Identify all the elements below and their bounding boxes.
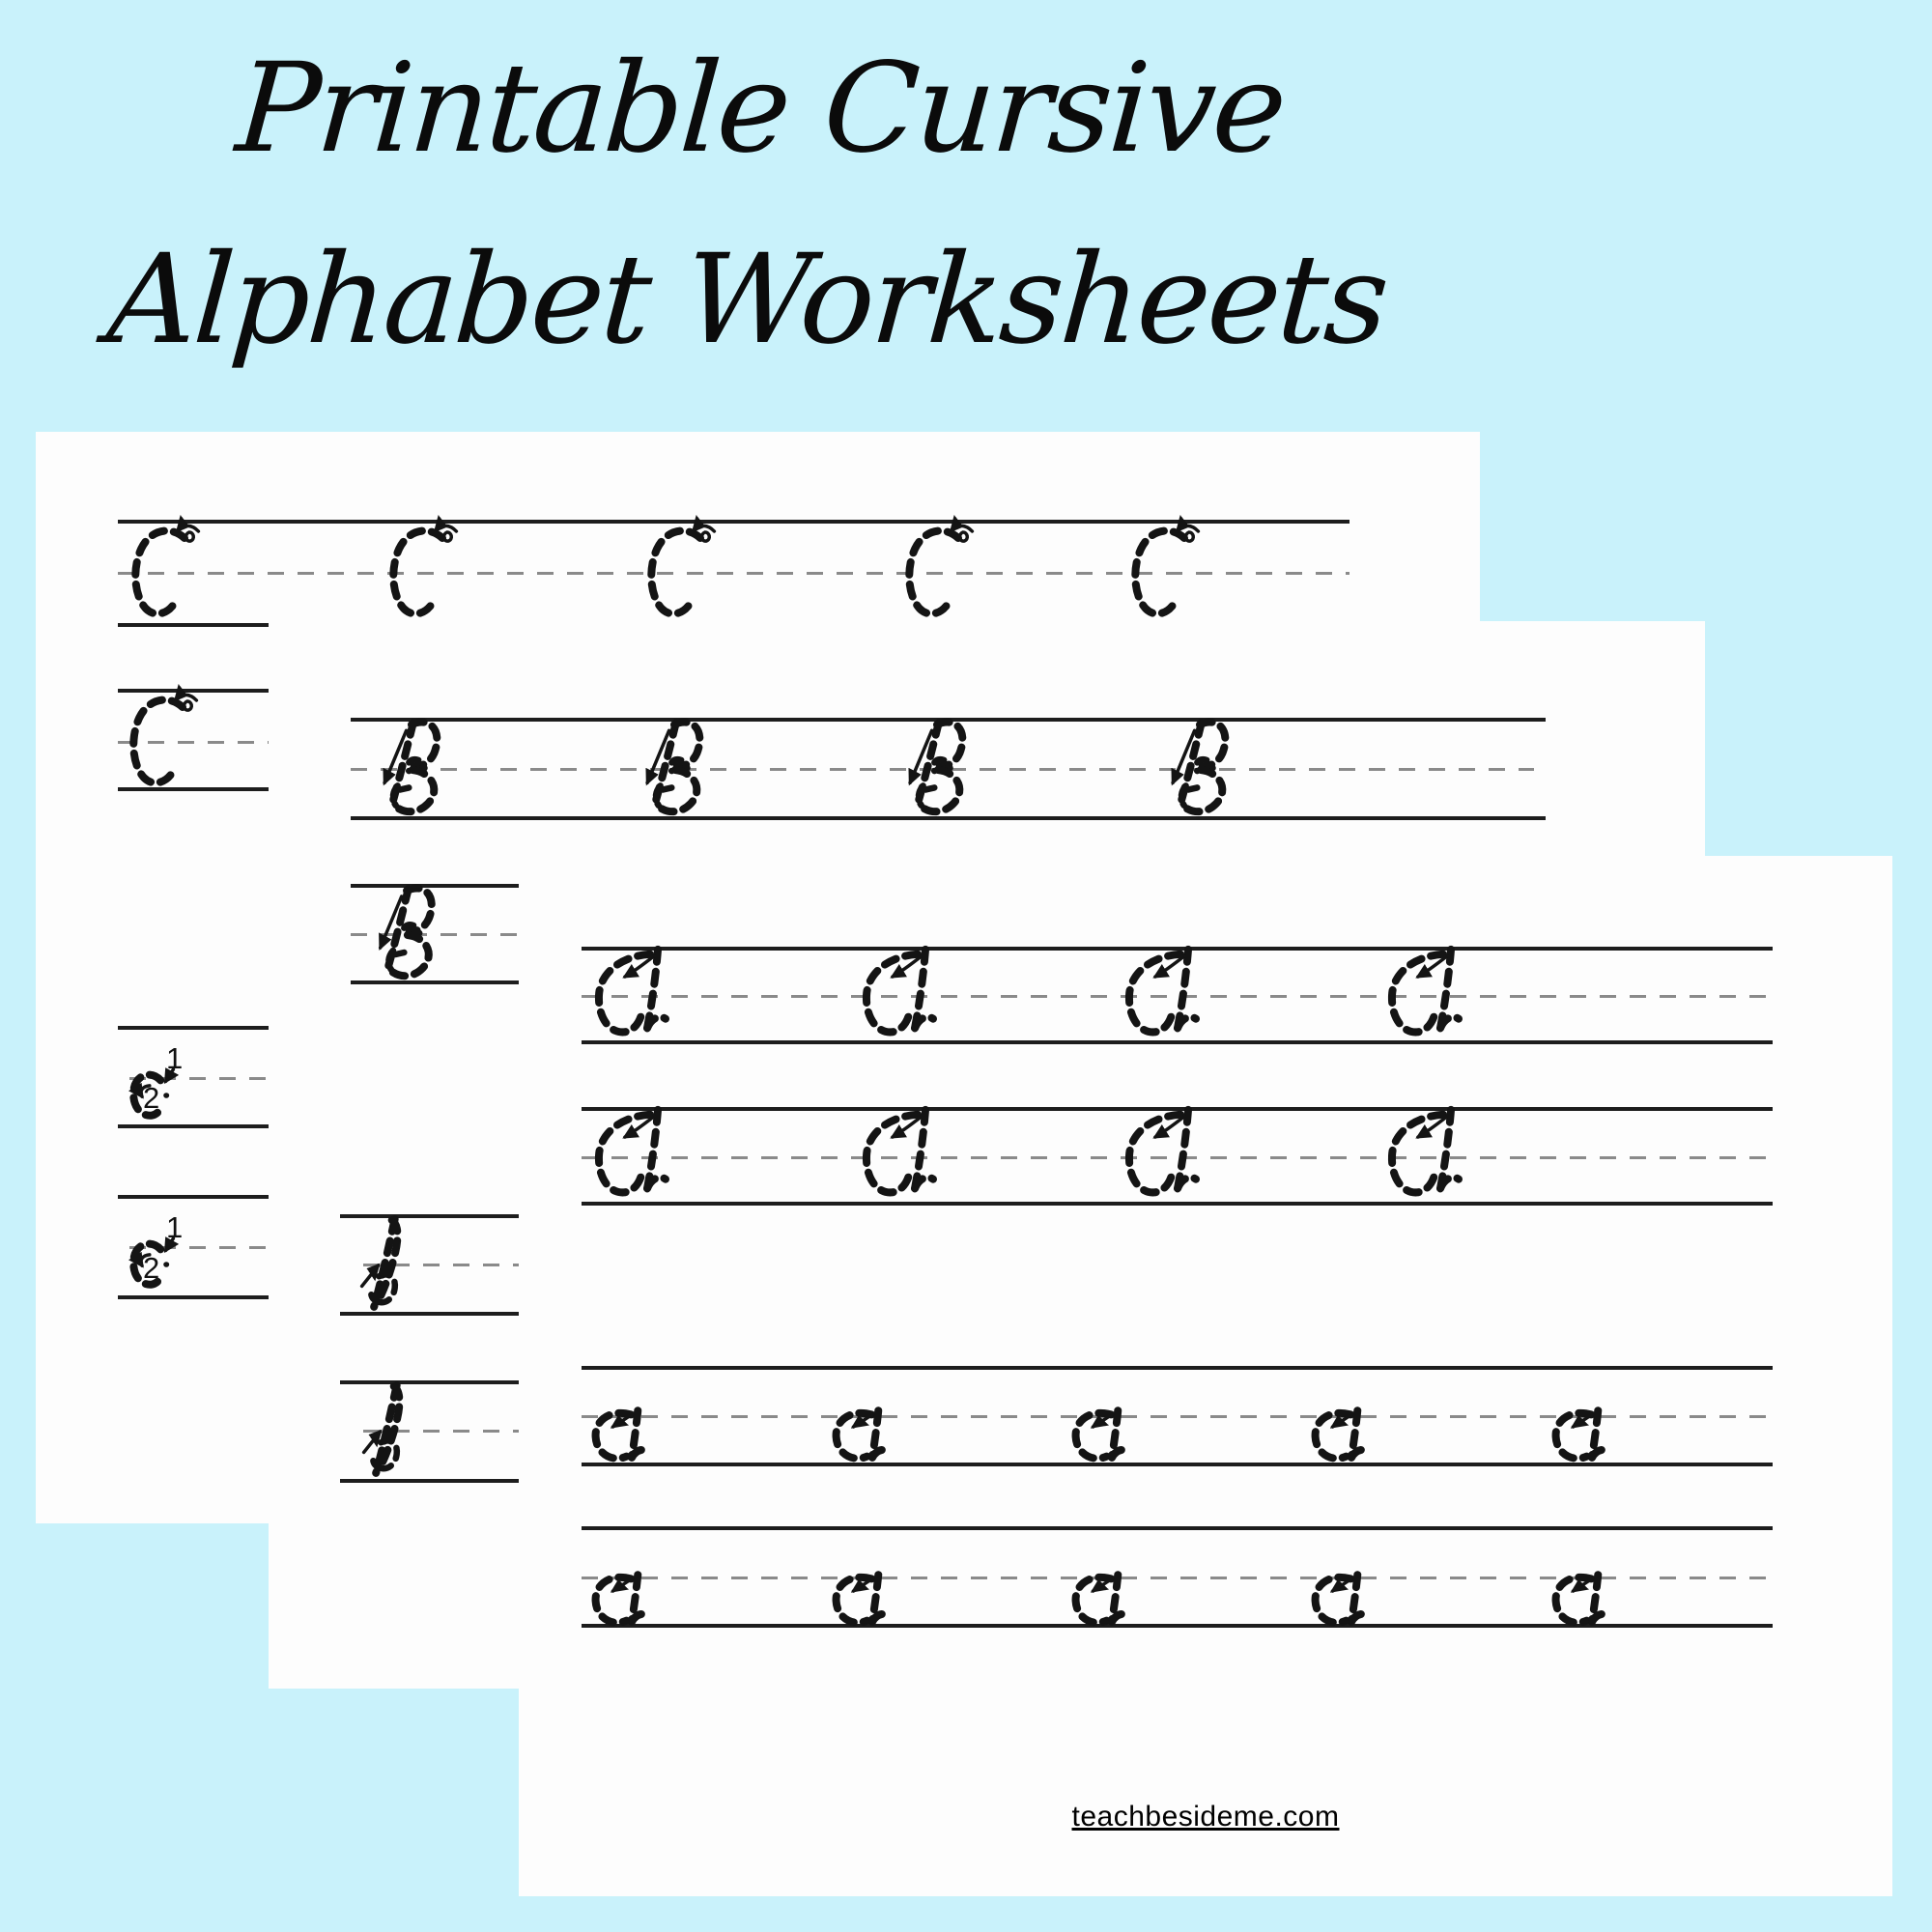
trace-letter-C	[128, 693, 206, 789]
trace-letter-a	[585, 947, 682, 1040]
worksheet-page-a	[519, 856, 1892, 1896]
rule-top-line	[582, 1366, 1773, 1370]
rule-bottom-line	[582, 1202, 1773, 1206]
stroke-order-label-1: 1	[166, 1210, 184, 1244]
trace-letter-a	[1067, 1406, 1143, 1464]
trace-letter-a	[1116, 1107, 1212, 1201]
trace-row-C-5	[118, 520, 1350, 626]
trace-letter-B	[894, 718, 980, 816]
trace-row-a-large-1	[582, 947, 1773, 1044]
trace-letter-a	[1378, 947, 1475, 1040]
trace-letter-a	[853, 1107, 950, 1201]
trace-letter-a	[1067, 1571, 1143, 1629]
trace-letter-a	[587, 1571, 663, 1629]
website-url: teachbesideme.com	[1071, 1801, 1340, 1833]
trace-letter-a	[1548, 1571, 1623, 1629]
trace-row-a-small-2	[582, 1526, 1773, 1628]
trace-letter-C	[388, 524, 466, 620]
trace-letter-B	[1156, 718, 1243, 816]
trace-letter-B	[631, 718, 718, 816]
poster-title-line2: Alphabet Worksheets	[102, 228, 1391, 373]
trace-letter-a	[828, 1406, 903, 1464]
poster-title-line1: Printable Cursive	[232, 37, 1289, 181]
trace-letter-C	[130, 524, 208, 620]
rule-bottom-line	[351, 816, 1546, 820]
stroke-order-label-1: 1	[166, 1041, 184, 1075]
trace-row-B-4	[351, 718, 1546, 820]
trace-letter-a	[1116, 947, 1212, 1040]
stroke-order-label-2: 2	[143, 1081, 160, 1115]
trace-letter-a	[1378, 1107, 1475, 1201]
trace-letter-a	[853, 947, 950, 1040]
trace-letter-B	[364, 884, 449, 980]
trace-letter-a	[1307, 1406, 1382, 1464]
trace-row-a-large-2	[582, 1107, 1773, 1206]
poster-title	[0, 14, 1520, 397]
trace-letter-a	[585, 1107, 682, 1201]
trace-letter-a	[1307, 1571, 1382, 1629]
trace-letter-C	[1130, 524, 1208, 620]
trace-letter-B	[368, 718, 455, 816]
trace-letter-b	[355, 1381, 426, 1480]
trace-letter-b	[353, 1215, 424, 1314]
trace-letter-a	[828, 1571, 903, 1629]
trace-letter-C	[646, 524, 724, 620]
rule-top-line	[582, 1526, 1773, 1530]
trace-row-a-small-1	[582, 1366, 1773, 1466]
trace-letter-a	[1548, 1406, 1623, 1464]
trace-letter-C	[904, 524, 981, 620]
rule-bottom-line	[582, 1040, 1773, 1044]
trace-letter-a	[587, 1406, 663, 1464]
stroke-order-label-2: 2	[143, 1251, 160, 1285]
